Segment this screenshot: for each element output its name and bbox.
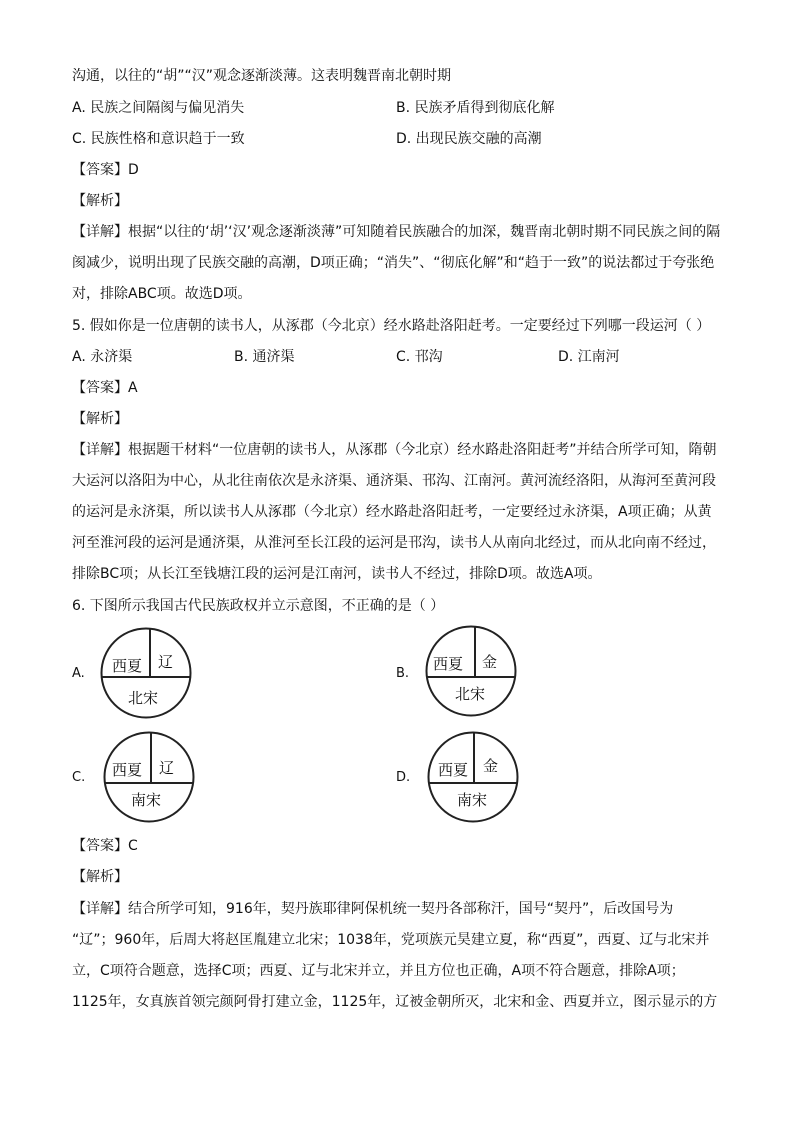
detail-5-line-5: 排除BC项；从长江至钱塘江段的运河是江南河，读书人不经过，排除D项。故选A项。 xyxy=(72,566,602,582)
answer-6: 【答案】C xyxy=(72,838,138,854)
figure-a-south-label: 北宋 xyxy=(128,689,159,707)
option-4d: D. 出现民族交融的高潮 xyxy=(396,131,542,147)
figure-d-north-label: 金 xyxy=(483,757,499,775)
detail-6-line-3: 立，C项符合题意，选择C项；西夏、辽与北宋并立，并且方位也正确，A项不符合题意，排除A项； xyxy=(72,963,685,979)
detail-6-line-2: “辽”；960年，后周大将赵匡胤建立北宋；1038年，党项族元昊建立夏，称“西夏”，西夏、辽与北宋并 xyxy=(72,932,710,948)
figure-c-south-label: 南宋 xyxy=(131,791,162,809)
figure-a-diagram xyxy=(100,627,192,719)
option-4a: A. 民族之间隔阂与偏见消失 xyxy=(72,100,245,116)
figure-b-west-label: 西夏 xyxy=(433,655,464,673)
figure-c-diagram xyxy=(103,731,195,823)
detail-4-line-2: 阂减少，说明出现了民族交融的高潮，D项正确；“消失”、“彻底化解”和“趋于一致”的说法都过于夸张绝 xyxy=(72,255,715,271)
option-5b: B. 通济渠 xyxy=(234,349,295,365)
figure-b-label: B. xyxy=(396,666,410,681)
detail-5-line-4: 河至淮河段的运河是通济渠，从淮河至长江段的运河是邗沟，读书人从南向北经过，而从北向南不经过， xyxy=(72,535,716,551)
detail-5-line-2: 大运河以洛阳为中心，从北往南依次是永济渠、通济渠、邗沟、江南河。黄河流经洛阳，从海河至黄河段 xyxy=(72,473,716,489)
figure-b-south-label: 北宋 xyxy=(455,685,486,703)
figure-d-south-label: 南宋 xyxy=(457,791,488,809)
option-4c: C. 民族性格和意识趋于一致 xyxy=(72,131,245,147)
detail-4-line-1: 【详解】根据“以往的‘胡’‘汉’观念逐渐淡薄”可知随着民族融合的加深，魏晋南北朝时期不同民族之间的隔 xyxy=(72,224,721,240)
figure-b-north-label: 金 xyxy=(482,653,498,671)
figure-d-diagram xyxy=(427,731,519,823)
option-5d: D. 江南河 xyxy=(558,349,620,365)
figure-d-label: D. xyxy=(396,770,411,785)
figure-a-north-label: 辽 xyxy=(158,653,174,671)
question-6-stem: 6. 下图所示我国古代民族政权并立示意图，不正确的是（ ） xyxy=(72,598,445,614)
option-5c: C. 邗沟 xyxy=(396,349,443,365)
figure-c-north-label: 辽 xyxy=(159,759,175,777)
figure-c-label: C. xyxy=(72,770,86,785)
figure-a-label: A. xyxy=(72,666,85,681)
figure-b-diagram xyxy=(425,625,517,717)
question-4-stem-end: 沟通，以往的“胡”“汉”观念逐渐淡薄。这表明魏晋南北朝时期 xyxy=(72,68,452,84)
analysis-6-heading: 【解析】 xyxy=(72,869,128,885)
detail-6-line-4: 1125年，女真族首领完颜阿骨打建立金，1125年，辽被金朝所灭，北宋和金、西夏并立，图示显示的方 xyxy=(72,994,718,1010)
figure-c-west-label: 西夏 xyxy=(112,761,143,779)
analysis-5-heading: 【解析】 xyxy=(72,411,128,427)
detail-5-line-3: 的运河是永济渠，所以读书人从涿郡（今北京）经水路赴洛阳赶考，一定要经过永济渠，A项正确；从黄 xyxy=(72,504,712,520)
option-4b: B. 民族矛盾得到彻底化解 xyxy=(396,100,555,116)
question-5-stem: 5. 假如你是一位唐朝的读书人，从涿郡（今北京）经水路赴洛阳赶考。一定要经过下列哪一段运河（ ） xyxy=(72,318,711,334)
answer-5: 【答案】A xyxy=(72,380,138,396)
detail-5-line-1: 【详解】根据题干材料“一位唐朝的读书人，从涿郡（今北京）经水路赴洛阳赶考”并结合所学可知，隋朝 xyxy=(72,442,717,458)
option-5a: A. 永济渠 xyxy=(72,349,133,365)
answer-4: 【答案】D xyxy=(72,162,139,178)
figure-a-west-label: 西夏 xyxy=(112,657,143,675)
detail-4-line-3: 对，排除ABC项。故选D项。 xyxy=(72,286,252,302)
detail-6-line-1: 【详解】结合所学可知，916年，契丹族耶律阿保机统一契丹各部称汗，国号“契丹”，后改国号为 xyxy=(72,901,674,917)
figure-d-west-label: 西夏 xyxy=(438,761,469,779)
analysis-4-heading: 【解析】 xyxy=(72,193,128,209)
